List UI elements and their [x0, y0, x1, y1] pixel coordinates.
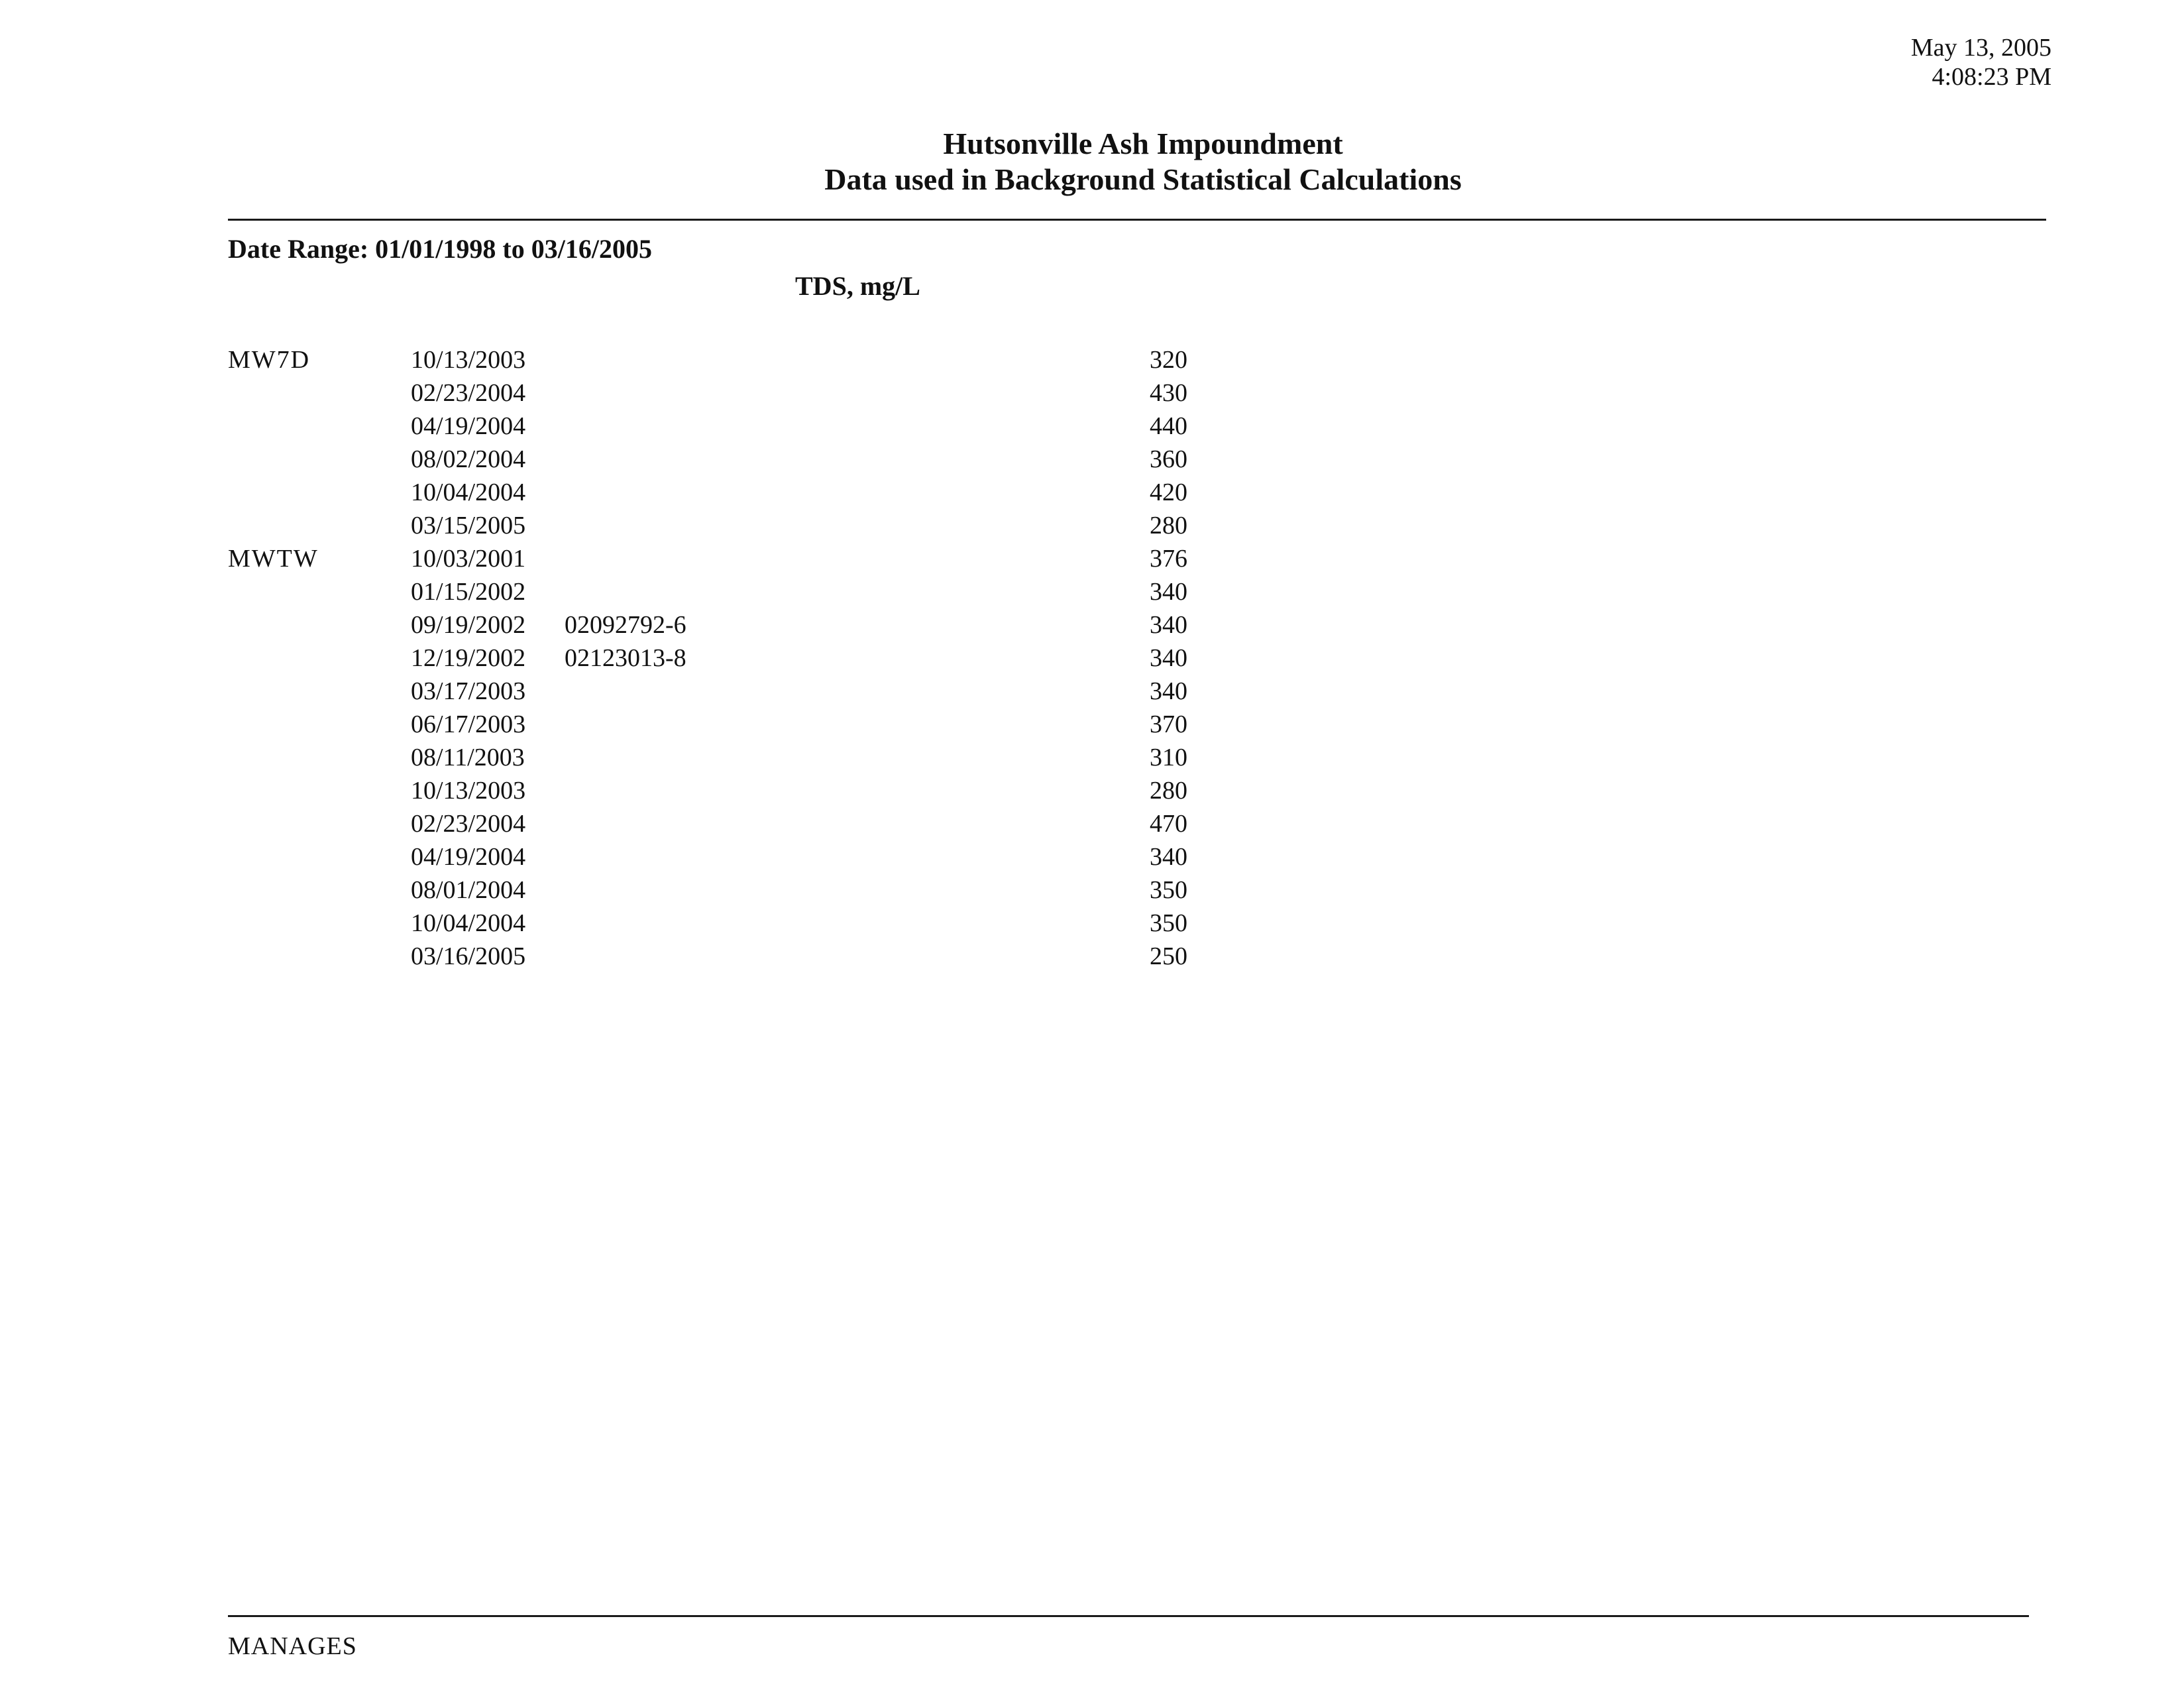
tds-value-cell: 376 [1150, 545, 1187, 573]
date-cell: 10/13/2003 [411, 777, 526, 805]
table-row [228, 675, 1187, 708]
tds-data-table [228, 343, 1187, 973]
tds-value-cell: 430 [1150, 379, 1187, 407]
date-cell: 12/19/2002 [411, 644, 526, 672]
table-row [228, 840, 1187, 873]
report-title: Hutsonville Ash Impoundment [943, 127, 1343, 160]
sample-id-cell [565, 675, 763, 708]
report-subtitle: Data used in Background Statistical Calculations [824, 162, 1462, 196]
table-body [228, 343, 1187, 973]
footer-label: MANAGES [228, 1632, 357, 1660]
table-row [228, 907, 1187, 940]
sample-id-cell [565, 343, 763, 376]
table-row [228, 807, 1187, 840]
bottom-divider [228, 1615, 2029, 1617]
table-row [228, 741, 1187, 774]
tds-value-cell: 340 [1150, 611, 1187, 639]
date-cell: 08/02/2004 [411, 445, 526, 473]
sample-id-cell [565, 575, 763, 608]
well-cell [228, 873, 411, 907]
sample-id-cell [565, 410, 763, 443]
date-cell: 04/19/2004 [411, 412, 526, 440]
top-divider [228, 219, 2046, 221]
tds-value-cell: 310 [1150, 744, 1187, 771]
date-cell: 01/15/2002 [411, 578, 526, 606]
well-cell [228, 443, 411, 476]
date-cell: 06/17/2003 [411, 710, 526, 738]
date-cell: 10/04/2004 [411, 909, 526, 937]
sample-id-cell [565, 940, 763, 973]
date-cell: 08/01/2004 [411, 876, 526, 904]
date-range: Date Range: 01/01/1998 to 03/16/2005 [228, 234, 652, 264]
date-cell: 03/15/2005 [411, 512, 526, 539]
well-cell [228, 840, 411, 873]
table-row [228, 476, 1187, 509]
tds-value-cell: 420 [1150, 478, 1187, 506]
date-cell: 02/23/2004 [411, 379, 526, 407]
sample-id-cell [565, 907, 763, 940]
tds-value-cell: 360 [1150, 445, 1187, 473]
date-cell: 03/16/2005 [411, 942, 526, 970]
well-cell [228, 675, 411, 708]
well-cell [228, 410, 411, 443]
sample-id-cell [565, 542, 763, 575]
well-cell [228, 376, 411, 410]
date-cell: 08/11/2003 [411, 744, 525, 771]
table-row [228, 443, 1187, 476]
table-row [228, 410, 1187, 443]
table-row [228, 509, 1187, 542]
tds-value-cell: 350 [1150, 909, 1187, 937]
date-cell: 10/13/2003 [411, 346, 526, 374]
well-cell [228, 807, 411, 840]
tds-value-cell: 340 [1150, 578, 1187, 606]
date-cell: 09/19/2002 [411, 611, 526, 639]
table-row [228, 542, 1187, 575]
table-row [228, 376, 1187, 410]
sample-id-cell [565, 509, 763, 542]
well-cell [228, 907, 411, 940]
date-cell: 03/17/2003 [411, 677, 526, 705]
sample-id-cell [565, 476, 763, 509]
tds-value-cell: 340 [1150, 644, 1187, 672]
tds-value-cell: 320 [1150, 346, 1187, 374]
well-cell [228, 509, 411, 542]
well-cell [228, 708, 411, 741]
table-row [228, 575, 1187, 608]
sample-id-cell [565, 741, 763, 774]
well-cell [228, 774, 411, 807]
sample-id-cell [565, 708, 763, 741]
well-cell [228, 575, 411, 608]
well-cell [228, 940, 411, 973]
tds-value-cell: 470 [1150, 810, 1187, 838]
table-row [228, 873, 1187, 907]
table-row [228, 608, 1187, 642]
sample-id-cell [565, 774, 763, 807]
tds-value-cell: 280 [1150, 777, 1187, 805]
table-row [228, 708, 1187, 741]
sample-id-cell [565, 873, 763, 907]
sample-id-cell [565, 443, 763, 476]
well-cell [228, 608, 411, 642]
tds-value-cell: 440 [1150, 412, 1187, 440]
well-cell [228, 642, 411, 675]
report-timestamp [1911, 33, 2051, 91]
well-cell: MW7D [228, 346, 311, 374]
sample-id-cell [565, 840, 763, 873]
tds-value-cell: 280 [1150, 512, 1187, 539]
well-cell: MWTW [228, 545, 319, 573]
sample-id-cell [565, 807, 763, 840]
well-cell [228, 741, 411, 774]
table-row [228, 642, 1187, 675]
table-row [228, 774, 1187, 807]
sample-id-cell [565, 376, 763, 410]
date-cell: 10/03/2001 [411, 545, 526, 573]
tds-value-cell: 340 [1150, 843, 1187, 871]
sample-id-cell: 02123013-8 [565, 644, 686, 672]
table-row [228, 940, 1187, 973]
date-cell: 10/04/2004 [411, 478, 526, 506]
sample-id-cell: 02092792-6 [565, 611, 686, 639]
tds-value-cell: 250 [1150, 942, 1187, 970]
date-cell: 02/23/2004 [411, 810, 526, 838]
tds-value-cell: 340 [1150, 677, 1187, 705]
tds-value-cell: 350 [1150, 876, 1187, 904]
tds-column-header: TDS, mg/L [795, 271, 920, 301]
report-time: 4:08:23 PM [1932, 63, 2051, 91]
report-titles [0, 126, 2184, 197]
well-cell [228, 476, 411, 509]
date-cell: 04/19/2004 [411, 843, 526, 871]
report-date: May 13, 2005 [1910, 34, 2051, 62]
tds-value-cell: 370 [1150, 710, 1187, 738]
table-row [228, 343, 1187, 376]
